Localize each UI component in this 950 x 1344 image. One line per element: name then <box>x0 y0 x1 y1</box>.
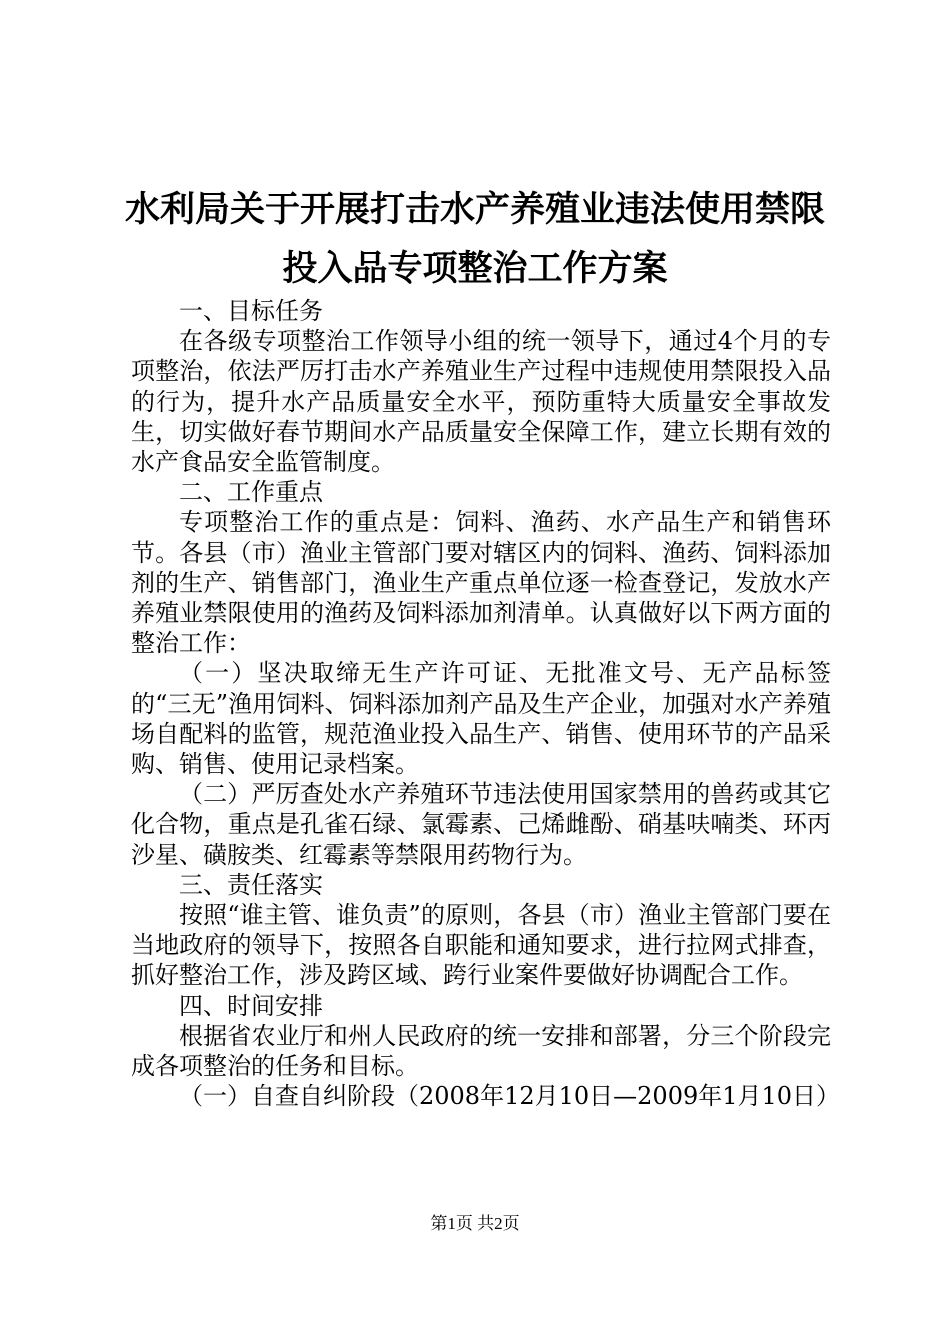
paragraph: （二）严厉查处水产养殖环节违法使用国家禁用的兽药或其它化合物，重点是孔雀石绿、氯霉素、己烯雌酚、硝基呋喃类、环丙沙星、磺胺类、红霉素等禁限用药物行为。 <box>131 780 831 869</box>
document-body <box>131 296 841 1111</box>
paragraph: 根据省农业厅和州人民政府的统一安排和部署，分三个阶段完成各项整治的任务和目标。 <box>131 1021 831 1081</box>
section-heading: 三、责任落实 <box>179 870 323 899</box>
document-title-line-1: 水利局关于开展打击水产养殖业违法使用禁限 <box>124 189 825 230</box>
page-number: 第1页 共2页 <box>430 1214 520 1233</box>
section-heading: 四、时间安排 <box>179 991 323 1020</box>
section-heading: 一、目标任务 <box>179 297 323 325</box>
paragraph: 专项整治工作的重点是：饲料、渔药、水产品生产和销售环节。各县（市）渔业主管部门要对辖区内的饲料、渔药、饲料添加剂的生产、销售部门，渔业生产重点单位逐一检查登记，发放水产养殖业禁限使用的渔药及饲料添加剂清单。认真做好以下两方面的整治工作： <box>131 508 831 658</box>
section-heading: 二、工作重点 <box>179 478 323 507</box>
paragraph: 在各级专项整治工作领导小组的统一领导下，通过4个月的专项整治，依法严厉打击水产养殖业生产过程中违规使用禁限投入品的行为，提升水产品质量安全水平，预防重特大质量安全事故发生，切实做好春节期间水产品质量安全保障工作，建立长期有效的水产食品安全监管制度。 <box>131 327 831 477</box>
paragraph: 按照“谁主管、谁负责”的原则，各县（市）渔业主管部门要在当地政府的领导下，按照各自职能和通知要求，进行拉网式排查，抓好整治工作，涉及跨区域、跨行业案件要做好协调配合工作。 <box>131 901 831 990</box>
paragraph: （一）自查自纠阶段（2008年12月10日—2009年1月10日） <box>179 1082 841 1111</box>
document-title-line-2: 投入品专项整治工作方案 <box>282 248 668 289</box>
paragraph: （一）坚决取缔无生产许可证、无批准文号、无产品标签的“三无”渔用饲料、饲料添加剂产品及生产企业，加强对水产养殖场自配料的监管，规范渔业投入品生产、销售、使用环节的产品采购、销售、使用记录档案。 <box>131 659 831 779</box>
